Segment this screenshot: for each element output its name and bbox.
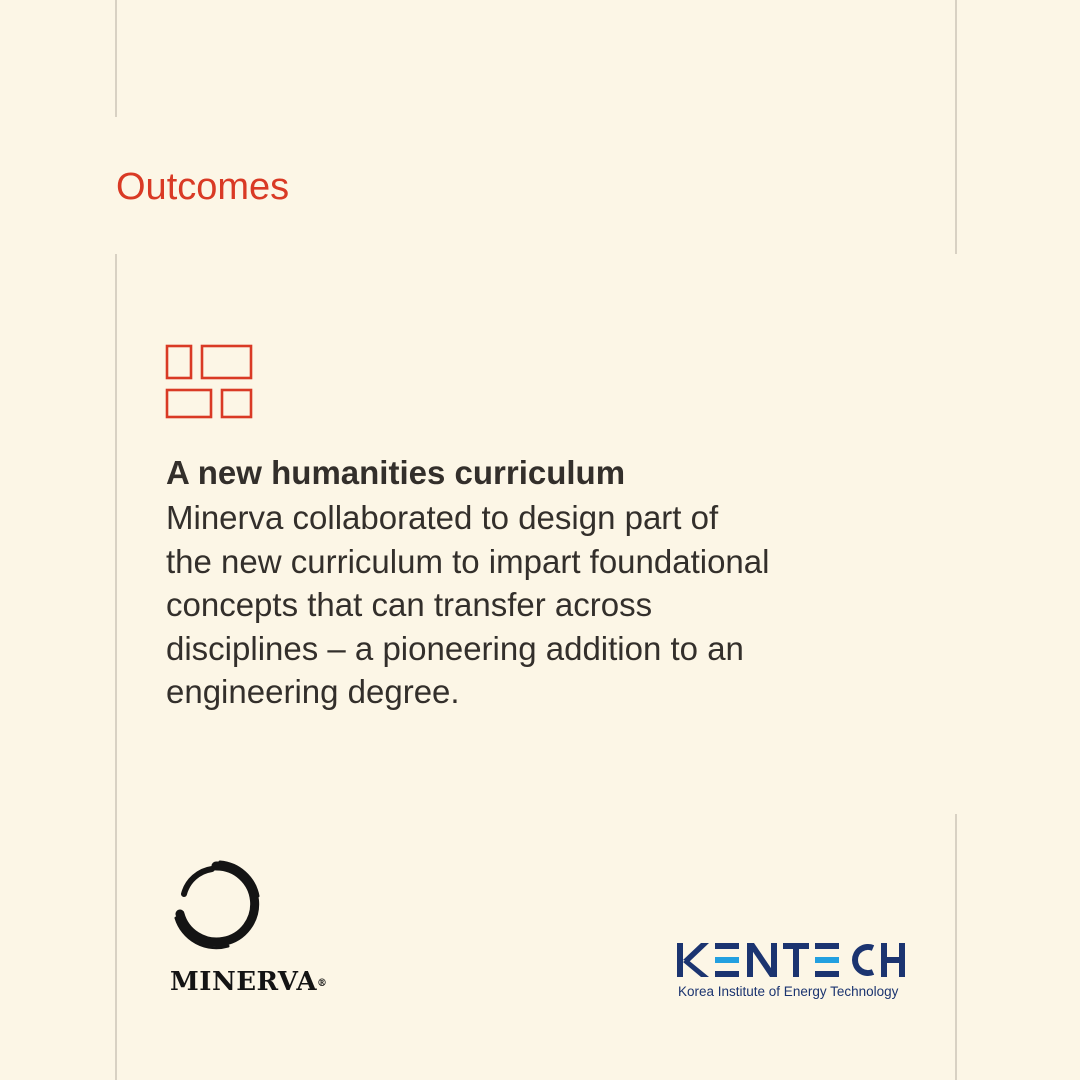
minerva-ring-emblem-icon — [168, 856, 264, 952]
kentech-tagline: Korea Institute of Energy Technology — [678, 984, 899, 999]
card-title: A new humanities curriculum — [166, 454, 626, 491]
card-body-line: the new curriculum to impart foundational — [166, 542, 770, 580]
section-heading: Outcomes — [116, 166, 290, 208]
card-body-line: concepts that can transfer across — [166, 586, 653, 623]
frame-line-right-top — [955, 0, 957, 254]
card-body-line: engineering degree. — [166, 673, 460, 710]
card-body-line: disciplines – a pioneering addition to an — [166, 629, 744, 667]
card-body — [166, 496, 886, 714]
frame-line-left-bottom — [115, 254, 117, 1080]
frame-line-left-top — [115, 0, 117, 117]
card-body-line: Minerva collaborated to design part of — [166, 499, 719, 536]
kentech-wordmark — [677, 941, 909, 979]
grid-blocks-icon — [165, 344, 253, 420]
registered-mark: ® — [317, 978, 328, 989]
minerva-name: MINERVA — [170, 967, 318, 997]
frame-line-right-bottom — [955, 814, 957, 1080]
minerva-wordmark — [170, 966, 328, 998]
